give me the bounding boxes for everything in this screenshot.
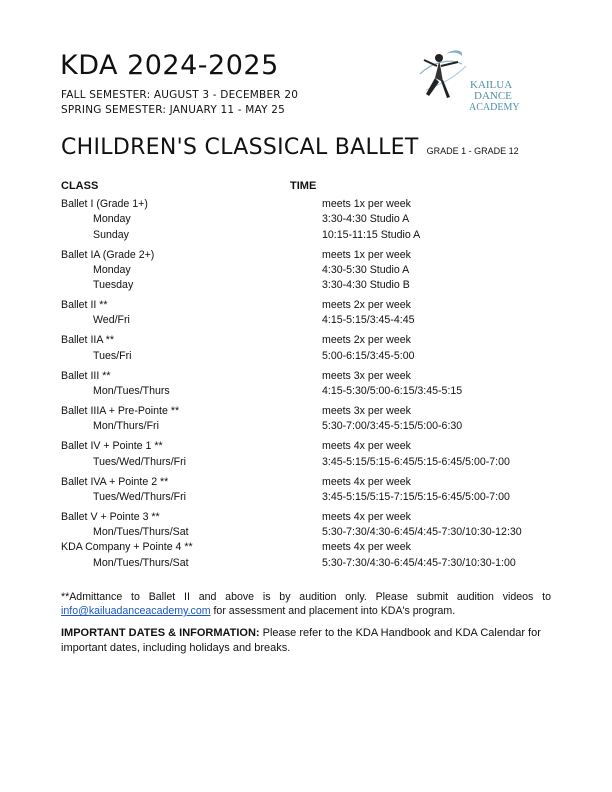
kda-logo bbox=[412, 44, 524, 124]
logo-line3: ACADEMY bbox=[469, 102, 520, 113]
class-cell: Ballet V + Pointe 3 ** bbox=[61, 510, 160, 523]
fall-semester: FALL SEMESTER: AUGUST 3 - DECEMBER 20 bbox=[61, 89, 299, 101]
time-cell: 3:45-5:15/5:15-6:45/5:15-6:45/5:00-7:00 bbox=[322, 455, 510, 468]
schedule-row bbox=[61, 278, 522, 293]
column-header-time: TIME bbox=[290, 180, 317, 192]
time-cell: meets 1x per week bbox=[322, 198, 411, 210]
schedule-row bbox=[61, 329, 522, 349]
schedule-row bbox=[61, 490, 522, 505]
grade-range: GRADE 1 - GRADE 12 bbox=[426, 146, 519, 156]
time-cell: 5:30-7:30/4:30-6:45/4:45-7:30/10:30-1:00 bbox=[322, 556, 516, 569]
class-cell: Monday bbox=[93, 213, 131, 226]
schedule-row bbox=[61, 349, 522, 364]
class-cell: Ballet IVA + Pointe 2 ** bbox=[61, 475, 169, 488]
class-cell: Ballet IIIA + Pre-Pointe ** bbox=[61, 405, 180, 417]
schedule-row bbox=[61, 399, 522, 419]
time-cell: 5:00-6:15/3:45-5:00 bbox=[322, 349, 415, 362]
time-cell: meets 1x per week bbox=[322, 248, 411, 261]
time-cell: 4:30-5:30 Studio A bbox=[322, 263, 410, 276]
class-cell: Ballet I (Grade 1+) bbox=[61, 198, 148, 210]
schedule-row bbox=[61, 313, 522, 328]
schedule-row bbox=[61, 384, 522, 399]
class-cell: Ballet II ** bbox=[61, 299, 108, 312]
program-title: CHILDREN'S CLASSICAL BALLET bbox=[61, 135, 419, 160]
time-cell: meets 3x per week bbox=[322, 405, 411, 417]
note-text-after: for assessment and placement into KDA's program. bbox=[210, 605, 456, 617]
time-cell: 4:15-5:30/5:00-6:15/3:45-5:15 bbox=[322, 385, 463, 398]
class-cell: Ballet IA (Grade 2+) bbox=[61, 248, 155, 261]
important-info bbox=[61, 626, 551, 656]
time-cell: meets 4x per week bbox=[322, 510, 411, 523]
schedule-row bbox=[61, 243, 522, 263]
class-cell: Tues/Wed/Thurs/Fri bbox=[93, 490, 187, 503]
schedule-row bbox=[61, 556, 522, 571]
audition-note bbox=[61, 590, 551, 618]
class-cell: Wed/Fri bbox=[93, 314, 130, 327]
important-text: Please refer to the KDA Handbook and KDA Calendar for important dates, including holidays and breaks. bbox=[61, 627, 541, 654]
program-heading bbox=[61, 135, 519, 160]
schedule-row bbox=[61, 470, 522, 490]
schedule-row bbox=[61, 435, 522, 455]
schedule-row bbox=[61, 455, 522, 470]
time-cell: 10:15-11:15 Studio A bbox=[322, 228, 421, 241]
class-cell: Tuesday bbox=[93, 279, 134, 292]
time-cell: meets 4x per week bbox=[322, 475, 411, 488]
column-header-class: CLASS bbox=[61, 180, 99, 192]
class-cell: Mon/Tues/Thurs/Sat bbox=[93, 526, 189, 539]
time-cell: meets 3x per week bbox=[322, 369, 411, 382]
important-label: IMPORTANT DATES & INFORMATION: bbox=[61, 627, 260, 639]
class-cell: Ballet IV + Pointe 1 ** bbox=[61, 440, 163, 453]
dancer-icon bbox=[412, 44, 524, 124]
time-cell: 4:15-5:15/3:45-4:45 bbox=[322, 314, 415, 327]
email-link[interactable]: info@kailuadanceacademy.com bbox=[61, 605, 211, 617]
schedule-row bbox=[61, 540, 522, 555]
schedule-row bbox=[61, 228, 522, 243]
class-cell: Mon/Tues/Thurs/Sat bbox=[93, 556, 189, 569]
schedule-row bbox=[61, 505, 522, 525]
schedule-row bbox=[61, 197, 522, 212]
class-cell: Mon/Tues/Thurs bbox=[93, 385, 170, 398]
class-cell: Ballet III ** bbox=[61, 369, 111, 382]
logo-line1: KAILUA bbox=[470, 79, 513, 91]
time-cell: 5:30-7:30/4:30-6:45/4:45-7:30/10:30-12:30 bbox=[322, 526, 522, 539]
time-cell: 3:45-5:15/5:15-7:15/5:15-6:45/5:00-7:00 bbox=[322, 490, 510, 503]
schedule-row bbox=[61, 212, 522, 227]
time-cell: 3:30-4:30 Studio A bbox=[322, 213, 410, 226]
class-cell: Ballet IIA ** bbox=[61, 334, 114, 347]
class-cell: Sunday bbox=[93, 228, 129, 241]
note-text-before: **Admittance to Ballet II and above is by audition only. Please submit audition videos to bbox=[61, 591, 551, 603]
class-cell: Tues/Fri bbox=[93, 349, 132, 362]
schedule-row bbox=[61, 263, 522, 278]
schedule-row bbox=[61, 419, 522, 434]
time-cell: meets 4x per week bbox=[322, 440, 411, 453]
time-cell: meets 4x per week bbox=[322, 541, 411, 554]
schedule-row bbox=[61, 364, 522, 384]
schedule-table bbox=[61, 197, 522, 571]
schedule-row bbox=[61, 525, 522, 540]
class-cell: Monday bbox=[93, 263, 131, 276]
time-cell: meets 2x per week bbox=[322, 299, 411, 312]
logo-line2: DANCE bbox=[474, 90, 512, 102]
class-cell: Mon/Thurs/Fri bbox=[93, 420, 159, 433]
class-cell: KDA Company + Pointe 4 ** bbox=[61, 541, 193, 554]
time-cell: meets 2x per week bbox=[322, 334, 411, 347]
schedule-row bbox=[61, 293, 522, 313]
time-cell: 3:30-4:30 Studio B bbox=[322, 279, 410, 292]
spring-semester: SPRING SEMESTER: JANUARY 11 - MAY 25 bbox=[61, 104, 286, 116]
page-title: KDA 2024-2025 bbox=[60, 50, 279, 81]
time-cell: 5:30-7:00/3:45-5:15/5:00-6:30 bbox=[322, 420, 463, 433]
class-cell: Tues/Wed/Thurs/Fri bbox=[93, 455, 187, 468]
